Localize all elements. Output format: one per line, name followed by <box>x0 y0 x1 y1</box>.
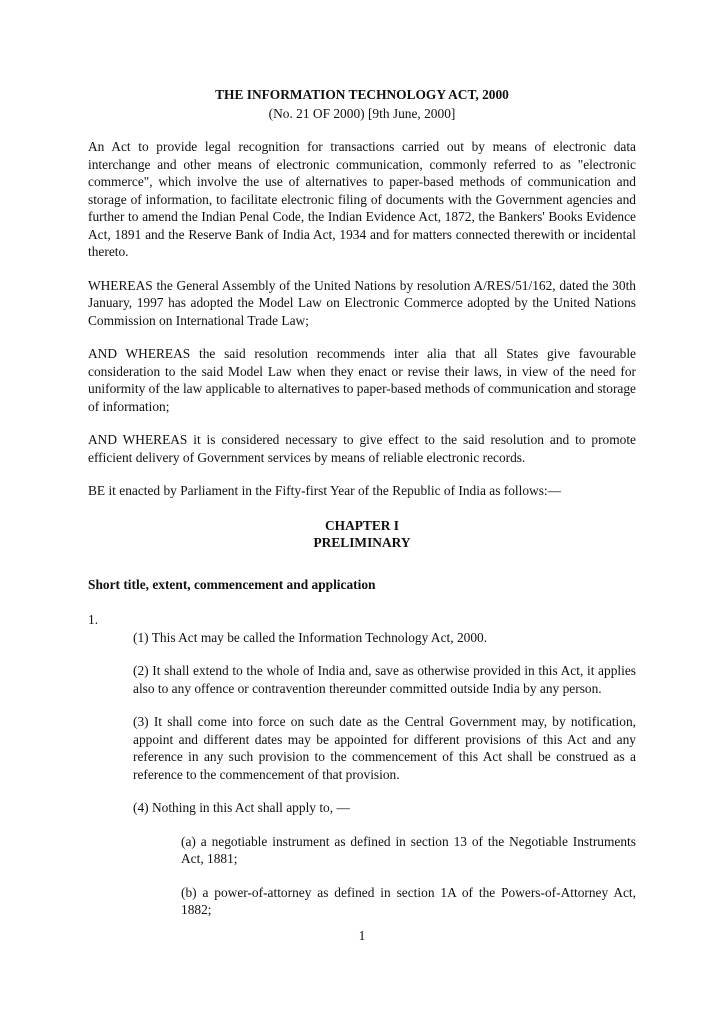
whereas-paragraph-1: WHEREAS the General Assembly of the United Nations by resolution A/RES/51/162, dated the 30th January, 1997 has adopted the Model Law on Electronic Commerce adopted by the United Nations Commission on International Trade Law; <box>88 277 636 328</box>
chapter-label: CHAPTER I <box>324 517 400 533</box>
document-title: THE INFORMATION TECHNOLOGY ACT, 2000 <box>215 87 509 102</box>
enactment-clause: BE it enacted by Parliament in the Fifty-first Year of the Republic of India as follows:— <box>88 483 562 498</box>
chapter-title: PRELIMINARY <box>313 535 411 550</box>
intro-paragraph: An Act to provide legal recognition for transactions carried out by means of electronic data interchange and other means of electronic communication, commonly referred to as "electronic commerce", which involve the use of alternatives to paper-based methods of communication and storage of information, to facilitate electronic filing of documents with the Government agencies and further to amend the Indian Penal Code, the Indian Evidence Act, 1872, the Bankers' Books Evidence Act, 1891 and the Reserve Bank of India Act, 1934 and for matters connected therewith or incidental thereto. <box>88 139 636 259</box>
clause-a: (a) a negotiable instrument as defined in section 13 of the Negotiable Instruments Act, 1881; <box>181 833 636 866</box>
chapter-header <box>88 517 636 552</box>
section-heading: Short title, extent, commencement and application <box>88 576 376 592</box>
whereas-paragraph-2: AND WHEREAS the said resolution recommends inter alia that all States give favourable consideration to the said Model Law when they enact or revise their laws, in view of the need for uniformity of the law applicable to alternatives to paper-based methods of communication and storage of information; <box>88 346 636 414</box>
subsection-3: (3) It shall come into force on such date as the Central Government may, by notification, appoint and different dates may be appointed for different provisions of this Act and any reference in any such provision to the commencement of this Act shall be construed as a reference to the commencement of that provision. <box>133 714 636 782</box>
section-number: 1. <box>88 612 99 627</box>
subsection-2: (2) It shall extend to the whole of India and, save as otherwise provided in this Act, it applies also to any offence or contravention thereunder committed outside India by any person. <box>133 663 636 696</box>
subsection-4: (4) Nothing in this Act shall apply to, — <box>133 800 350 815</box>
subsection-1: (1) This Act may be called the Information Technology Act, 2000. <box>133 629 488 645</box>
clause-b: (b) a power-of-attorney as defined in section 1A of the Powers-of-Attorney Act, 1882; <box>181 884 636 917</box>
whereas-paragraph-3: AND WHEREAS it is considered necessary to give effect to the said resolution and to promote efficient delivery of Government services by means of reliable electronic records. <box>88 432 636 465</box>
page-number: 1 <box>358 928 366 943</box>
document-subtitle: (No. 21 OF 2000) [9th June, 2000] <box>268 105 456 121</box>
